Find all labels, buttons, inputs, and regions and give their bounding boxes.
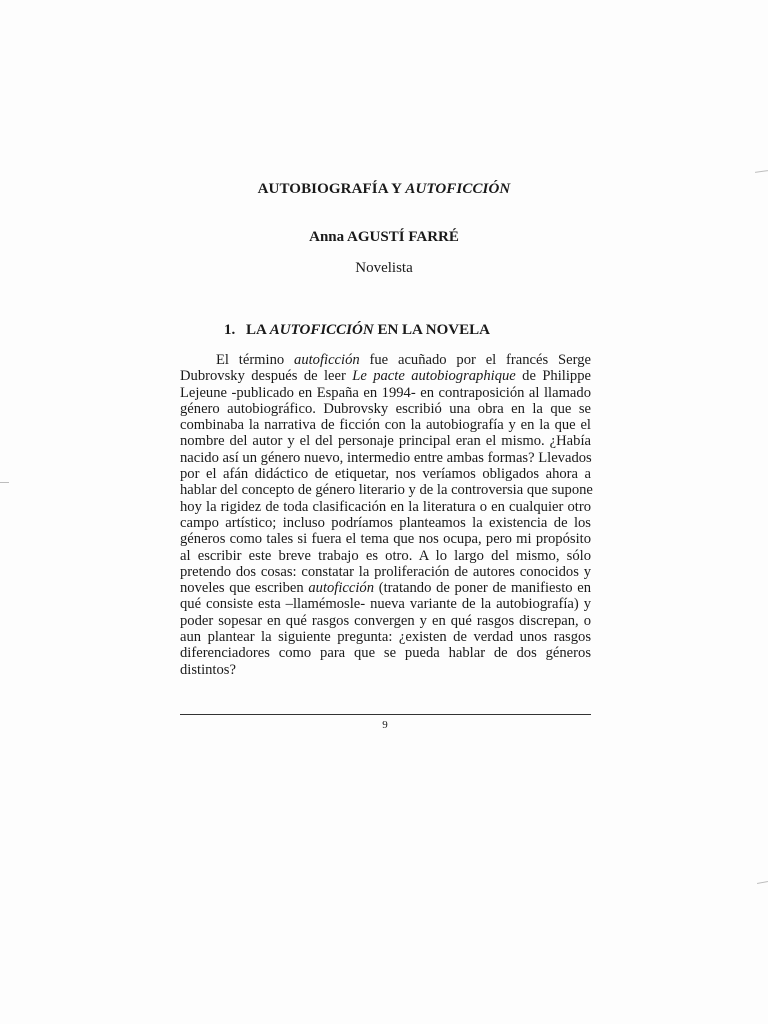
line-text: Dubrovsky después de leer	[180, 368, 353, 385]
line-text: nombre del autor y el del personaje principal eran el mismo. ¿Había	[180, 433, 591, 450]
scan-mark	[0, 482, 9, 483]
title-italic-text: AUTOFICCIÓN	[405, 181, 511, 197]
author-role: Novelista	[355, 260, 413, 276]
paragraph-line	[180, 548, 591, 564]
paragraph-line	[180, 662, 591, 678]
section-heading-suffix: EN LA NOVELA	[373, 322, 490, 338]
line-text: (tratando de poner de manifiesto en	[374, 580, 592, 597]
scan-mark	[755, 170, 768, 173]
paragraph-line	[180, 499, 591, 515]
footer-rule	[180, 714, 591, 715]
paragraph-line	[180, 385, 591, 401]
section-heading-italic: AUTOFICCIÓN	[269, 322, 374, 338]
paragraph-line	[180, 450, 591, 466]
section-heading	[224, 322, 490, 339]
line-text: aun plantear la siguiente pregunta: ¿existen de verdad unos rasgos	[180, 629, 591, 646]
italic-term: autoficción	[294, 352, 360, 368]
paragraph-line	[180, 613, 591, 629]
author-name: Anna AGUSTÍ FARRÉ	[309, 229, 459, 245]
line-text: pretendo dos cosas: constatar la proliferación de autores conocidos y	[180, 563, 591, 580]
line-text: hoy la rigidez de toda clasificación en la literatura o en cualquier otro	[180, 498, 591, 515]
paragraph-line	[180, 629, 591, 645]
paragraph-line	[180, 564, 591, 580]
paragraph-line	[180, 645, 591, 661]
line-text: combinaba la narrativa de ficción con la autobiografía y en la que el	[180, 417, 591, 434]
page-number: 9	[382, 719, 388, 731]
line-text: género autobiográfico. Dubrovsky escribió una obra en la que se	[180, 400, 591, 417]
line-text: fue acuñado por el francés Serge	[359, 352, 591, 368]
section-heading-prefix: LA	[246, 322, 270, 338]
title-text: AUTOBIOGRAFÍA Y	[257, 181, 406, 197]
line-text: de Philippe	[515, 368, 591, 385]
paragraph-line	[180, 596, 591, 612]
line-text: al escribir este breve trabajo es otro. A lo largo del mismo, sólo	[180, 547, 591, 564]
line-text: distintos?	[180, 661, 236, 678]
line-text: géneros como tales si fuera el tema que nos ocupa, pero mi propósito	[180, 531, 591, 548]
paragraph-line	[180, 515, 591, 531]
italic-term: autoficción	[308, 580, 375, 597]
line-text: diferenciadores como para que se pueda hablar de dos géneros	[180, 645, 591, 662]
line-text: por el afán didáctico de etiquetar, nos veríamos obligados ahora a	[180, 466, 591, 483]
line-text: poder sopesar en qué rasgos convergen y en qué rasgos discrepan, o	[180, 612, 591, 629]
paragraph-line	[180, 401, 591, 417]
line-text: qué consiste esta –llamémosle- nueva variante de la autobiografía) y	[180, 596, 591, 613]
paragraph-line	[180, 368, 591, 384]
section-number: 1.	[224, 322, 236, 338]
paragraph-line	[180, 433, 591, 449]
line-text: El término	[216, 352, 295, 368]
paragraph-line	[180, 466, 591, 482]
line-text: campo artístico; incluso podríamos planteamos la existencia de los	[180, 514, 591, 531]
line-text: hablar del concepto de género literario y de la controversia que supone	[180, 482, 593, 499]
paragraph-line	[180, 417, 591, 433]
paragraph-line	[180, 352, 591, 368]
line-text: noveles que escriben	[180, 580, 309, 597]
scan-mark	[757, 881, 768, 884]
paragraph-line	[180, 531, 591, 547]
document-title	[0, 181, 768, 198]
italic-term: Le pacte autobiographique	[352, 368, 516, 385]
line-text: nacido así un género nuevo, intermedio entre ambas formas? Llevados	[180, 449, 592, 466]
body-paragraph	[180, 352, 591, 678]
line-text: Lejeune -publicado en España en 1994- en contraposición al llamado	[180, 384, 591, 401]
paragraph-line	[180, 580, 591, 596]
paragraph-line	[180, 482, 591, 498]
